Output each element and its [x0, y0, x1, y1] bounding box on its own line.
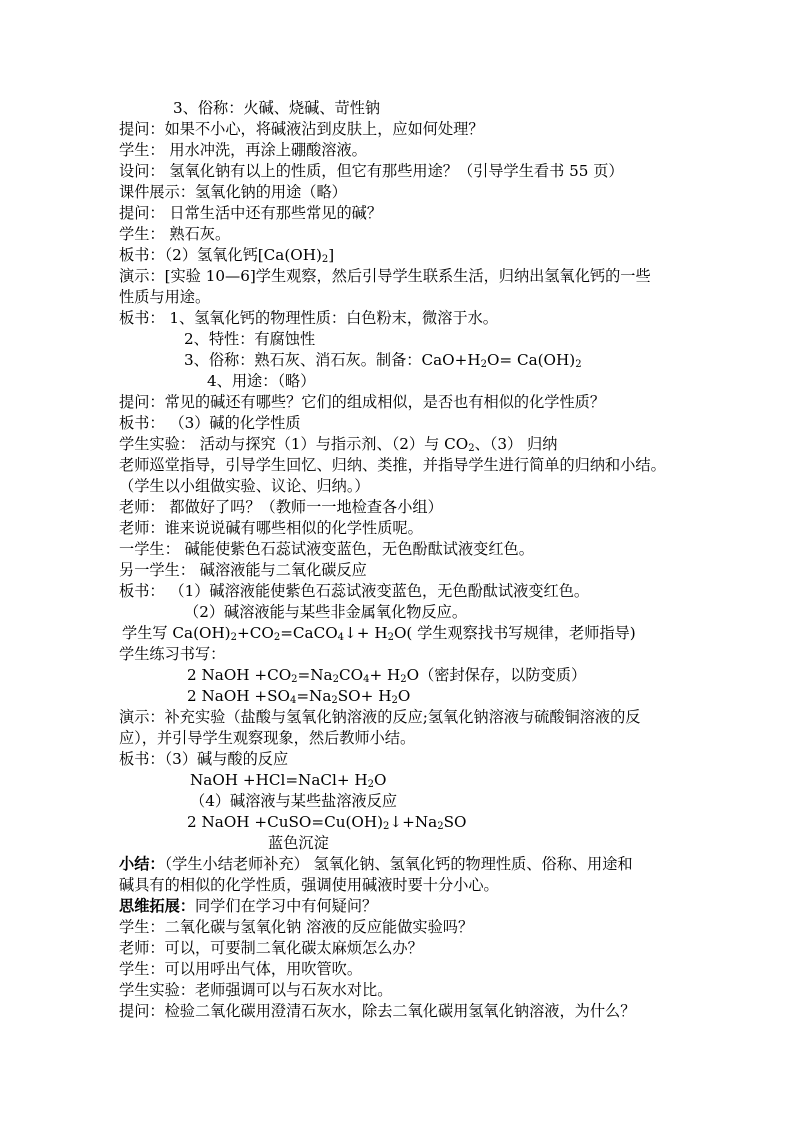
text-line: NaOH +HCl=NaCl+ $H_2O$	[190, 771, 387, 790]
text-line: （2）碱溶液能与某些非金属氧化物反应。	[184, 603, 468, 621]
text-line: 学生写 $Ca(OH)_2+CO_2=CaCO_4↓+ H_2O$( 学生观察找书写规律，老师指导)	[122, 624, 636, 643]
text-line: 提问： 日常生活中还有那些常见的碱？	[119, 204, 383, 222]
text-line: 课件展示：氢氧化钠的用途（略）	[119, 183, 347, 201]
text-line: 学生： 用水冲洗，再涂上硼酸溶液。	[119, 141, 367, 159]
text-line: 学生：可以用呼出气体，用吹管吹。	[119, 960, 362, 978]
text-line: 2 NaOH $+CuSO=Cu(OH)_2↓+Na_2SO$	[187, 813, 467, 832]
text-line: 性质与用途。	[119, 288, 211, 306]
text-line: （4）碱溶液与某些盐溶液反应	[190, 792, 398, 810]
text-line: 2、特性：有腐蚀性	[184, 330, 316, 348]
text-line: 学生实验： 活动与探究（1）与指示剂、（2）与 $CO_2$、（3） 归纳	[119, 435, 558, 454]
text-line: 蓝色沉淀	[268, 834, 329, 852]
text-line: 另一学生： 碱溶液能与二氧化碳反应	[119, 561, 367, 579]
text-line: 学生：二氧化碳与氢氧化钠 溶液的反应能做实验吗？	[119, 918, 474, 936]
text-line: 老师： 都做好了吗？（教师一一地检查各小组）	[119, 498, 443, 516]
text-line: 学生练习书写：	[119, 645, 226, 663]
text-line: 4、用途：（略）	[207, 372, 316, 390]
text-line: （学生以小组做实验、议论、归纳。）	[119, 477, 370, 495]
text-line: 老师巡堂指导，引导学生回忆、归纳、类推，并指导学生进行简单的归纳和小结。	[119, 456, 666, 474]
text-line: 2 NaOH $+SO_4=Na_2SO+ H_2O$	[187, 687, 411, 706]
text-line: 设问： 氢氧化钠有以上的性质，但它有那些用途？（引导学生看书 55 页）	[119, 162, 624, 180]
text-line: 碱具有的相似的化学性质，强调使用碱液时要十分小心。	[119, 876, 499, 894]
text-line: 板书： （1）碱溶液能使紫色石蕊试液变蓝色，无色酚酞试液变红色。	[119, 582, 590, 600]
text-line: 板书： （3）碱的化学性质	[119, 414, 301, 432]
text-line: 3、俗称：熟石灰、消石灰。制备：$CaO+H_2O= Ca(OH)_2$	[184, 351, 582, 370]
text-line: 应），并引导学生观察现象，然后教师小结。	[119, 729, 416, 747]
text-line: 老师：可以，可要制二氧化碳太麻烦怎么办？	[119, 939, 423, 957]
text-line: 演示：补充实验（盐酸与氢氧化钠溶液的反应;氢氧化钠溶液与硫酸铜溶液的反	[119, 708, 641, 726]
text-line: 板书：（3）碱与酸的反应	[119, 750, 289, 768]
text-line: 演示：[实验 10—6]学生观察，然后引导学生联系生活，归纳出氢氧化钙的一些	[119, 267, 651, 285]
text-line: 2 NaOH $+CO_2=Na_2CO_4+ H_2O$（密封保存，以防变质）	[187, 666, 587, 685]
text-line: 提问：检验二氧化碳用澄清石灰水，除去二氧化碳用氢氧化钠溶液，为什么？	[119, 1002, 636, 1020]
text-line: 学生实验：老师强调可以与石灰水对比。	[119, 981, 393, 999]
text-line: 板书：（2）氢氧化钙$[Ca(OH)_2]$	[119, 246, 335, 265]
text-line: 板书： 1、氢氧化钙的物理性质：白色粉末，微溶于水。	[119, 309, 498, 327]
text-line: 提问：如果不小心，将碱液沾到皮肤上，应如何处理？	[119, 120, 484, 138]
text-line: 老师：谁来说说碱有哪些相似的化学性质呢。	[119, 519, 423, 537]
text-line: 学生： 熟石灰。	[119, 225, 231, 243]
text-line: 3、俗称：火碱、烧碱、苛性钠	[173, 99, 381, 117]
text-line: 思维拓展：同学们在学习中有何疑问？	[119, 897, 378, 915]
text-line: 一学生： 碱能使紫色石蕊试液变蓝色，无色酚酞试液变红色。	[119, 540, 534, 558]
text-line: 小结：（学生小结老师补充） 氢氧化钠、氢氧化钙的物理性质、俗称、用途和	[119, 855, 633, 873]
text-line: 提问：常见的碱还有哪些？它们的组成相似，是否也有相似的化学性质？	[119, 393, 605, 411]
